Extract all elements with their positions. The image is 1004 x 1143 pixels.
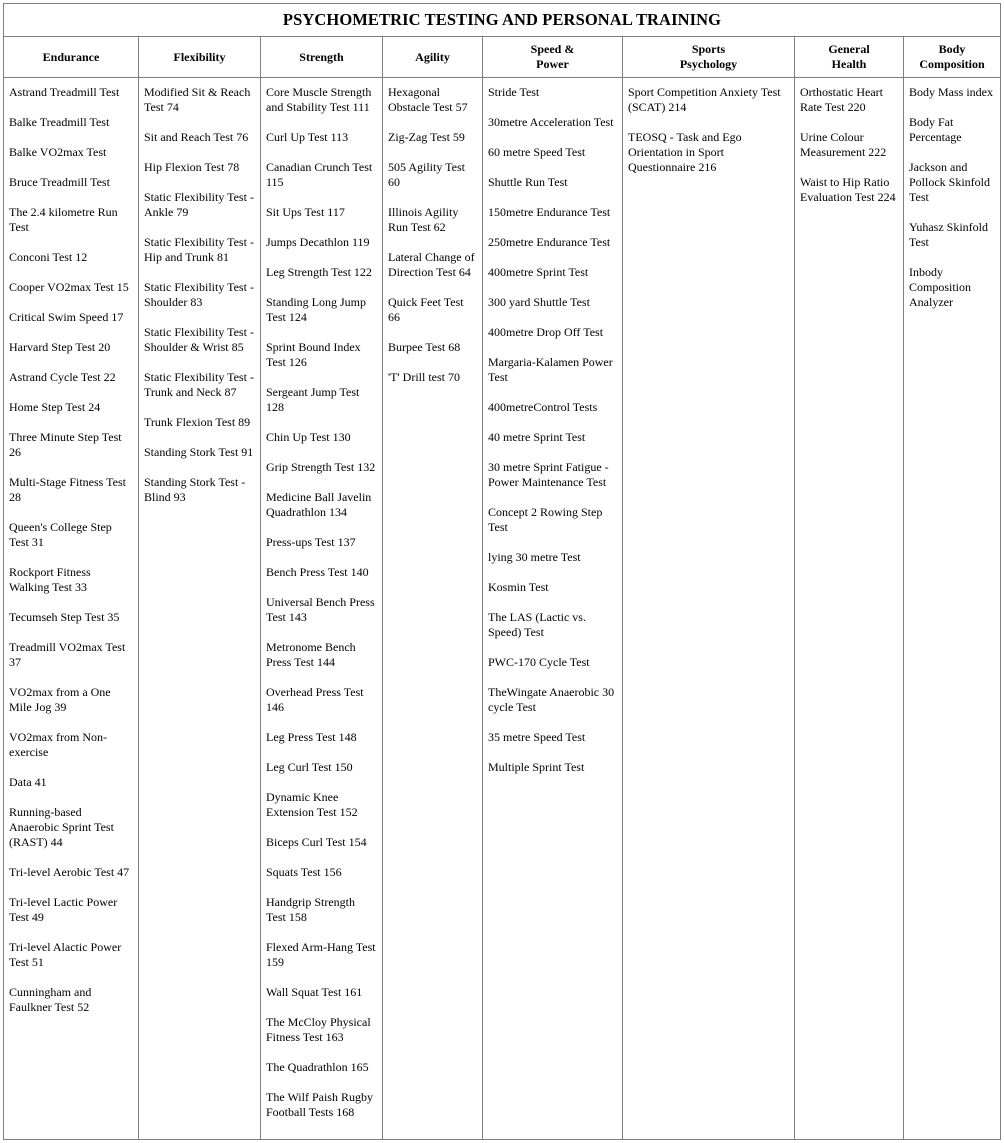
column-heading: Flexibility xyxy=(139,37,260,78)
list-item: Tri-level Alactic Power Test 51 xyxy=(9,940,122,969)
list-item: Sit and Reach Test 76 xyxy=(144,130,249,144)
list-item: Static Flexibility Test - Hip and Trunk 81 xyxy=(144,235,254,264)
list-item: The 2.4 kilometre Run Test xyxy=(9,205,118,234)
list-item: 250metre Endurance Test xyxy=(488,235,611,249)
list-item: Flexed Arm-Hang Test 159 xyxy=(266,940,376,969)
list-item: Standing Stork Test 91 xyxy=(144,445,254,459)
column-general-health xyxy=(795,37,904,1139)
list-item: Home Step Test 24 xyxy=(9,400,101,414)
list-item: Sit Ups Test 117 xyxy=(266,205,345,219)
list-item: Concept 2 Rowing Step Test xyxy=(488,505,603,534)
column-list xyxy=(483,78,622,775)
list-item: Running-based Anaerobic Sprint Test (RAST) 44 xyxy=(9,805,114,849)
list-item: 150metre Endurance Test xyxy=(488,205,611,219)
list-item: Metronome Bench Press Test 144 xyxy=(266,640,356,669)
list-item: The LAS (Lactic vs. Speed) Test xyxy=(488,610,586,639)
list-item: Static Flexibility Test - Trunk and Neck 87 xyxy=(144,370,254,399)
list-item: The Quadrathlon 165 xyxy=(266,1060,369,1074)
column-heading: Sports Psychology xyxy=(623,37,794,78)
list-item: Yuhasz Skinfold Test xyxy=(909,220,988,249)
list-item: The McCloy Physical Fitness Test 163 xyxy=(266,1015,371,1044)
list-item: 30metre Acceleration Test xyxy=(488,115,614,129)
list-item: Treadmill VO2max Test 37 xyxy=(9,640,126,669)
list-item: 400metre Drop Off Test xyxy=(488,325,604,339)
column-speed-power xyxy=(483,37,623,1139)
list-item: Core Muscle Strength and Stability Test 111 xyxy=(266,85,372,114)
list-item: Trunk Flexion Test 89 xyxy=(144,415,251,429)
list-item: Static Flexibility Test - Shoulder 83 xyxy=(144,280,254,309)
list-item: Universal Bench Press Test 143 xyxy=(266,595,375,624)
column-heading: Body Composition xyxy=(904,37,1000,78)
list-item: Body Mass index xyxy=(909,85,993,99)
list-item: Press-ups Test 137 xyxy=(266,535,356,549)
list-item: Zig-Zag Test 59 xyxy=(388,130,465,144)
list-item: 35 metre Speed Test xyxy=(488,730,586,744)
list-item: Illinois Agility Run Test 62 xyxy=(388,205,459,234)
list-item: Canadian Crunch Test 115 xyxy=(266,160,373,189)
list-item: Tecumseh Step Test 35 xyxy=(9,610,120,624)
list-item: Balke VO2max Test xyxy=(9,145,107,159)
list-item: Three Minute Step Test 26 xyxy=(9,430,122,459)
list-item: Body Fat Percentage xyxy=(909,115,962,144)
column-agility xyxy=(383,37,483,1139)
list-item: Harvard Step Test 20 xyxy=(9,340,111,354)
list-item: Overhead Press Test 146 xyxy=(266,685,364,714)
list-item: Astrand Treadmill Test xyxy=(9,85,120,99)
list-item: Biceps Curl Test 154 xyxy=(266,835,367,849)
list-item: Standing Long Jump Test 124 xyxy=(266,295,367,324)
list-item: Rockport Fitness Walking Test 33 xyxy=(9,565,91,594)
column-body-composition xyxy=(904,37,1000,1139)
column-heading: Speed & Power xyxy=(483,37,622,78)
document-table xyxy=(3,3,1001,1140)
column-strength xyxy=(261,37,383,1139)
list-item: Multiple Sprint Test xyxy=(488,760,585,774)
list-item: Handgrip Strength Test 158 xyxy=(266,895,355,924)
column-heading: Endurance xyxy=(4,37,138,78)
list-item: Hexagonal Obstacle Test 57 xyxy=(388,85,468,114)
list-item: Critical Swim Speed 17 xyxy=(9,310,124,324)
list-item: Medicine Ball Javelin Quadrathlon 134 xyxy=(266,490,372,519)
list-item: Stride Test xyxy=(488,85,540,99)
list-item: lying 30 metre Test xyxy=(488,550,581,564)
list-item: 400metre Sprint Test xyxy=(488,265,589,279)
list-item: Static Flexibility Test - Shoulder & Wrist 85 xyxy=(144,325,254,354)
list-item: Wall Squat Test 161 xyxy=(266,985,363,999)
list-item: Leg Strength Test 122 xyxy=(266,265,372,279)
page-title: PSYCHOMETRIC TESTING AND PERSONAL TRAINING xyxy=(4,4,1000,37)
column-sports-psychology xyxy=(623,37,795,1139)
list-item: Cunningham and Faulkner Test 52 xyxy=(9,985,92,1014)
list-item: VO2max from a One Mile Jog 39 xyxy=(9,685,111,714)
column-list xyxy=(795,78,903,205)
list-item: 300 yard Shuttle Test xyxy=(488,295,590,309)
column-heading: Agility xyxy=(383,37,482,78)
list-item: Burpee Test 68 xyxy=(388,340,461,354)
list-item: Cooper VO2max Test 15 xyxy=(9,280,129,294)
list-item: Quick Feet Test 66 xyxy=(388,295,464,324)
column-list xyxy=(904,78,1000,310)
list-item: Tri-level Aerobic Test 47 xyxy=(9,865,130,879)
list-item: Sprint Bound Index Test 126 xyxy=(266,340,361,369)
list-item: Grip Strength Test 132 xyxy=(266,460,376,474)
list-item: Modified Sit & Reach Test 74 xyxy=(144,85,251,114)
list-item: Bench Press Test 140 xyxy=(266,565,369,579)
list-item: Bruce Treadmill Test xyxy=(9,175,110,189)
list-item: Standing Stork Test - Blind 93 xyxy=(144,475,246,504)
list-item: Squats Test 156 xyxy=(266,865,342,879)
column-flexibility xyxy=(139,37,261,1139)
list-item: Jumps Decathlon 119 xyxy=(266,235,370,249)
list-item: Astrand Cycle Test 22 xyxy=(9,370,116,384)
list-item: Conconi Test 12 xyxy=(9,250,88,264)
column-list xyxy=(623,78,794,175)
list-item: Hip Flexion Test 78 xyxy=(144,160,240,174)
list-item: Multi-Stage Fitness Test 28 xyxy=(9,475,126,504)
column-list xyxy=(139,78,260,505)
list-item: Margaria-Kalamen Power Test xyxy=(488,355,613,384)
list-item: Dynamic Knee Extension Test 152 xyxy=(266,790,358,819)
list-item: Lateral Change of Direction Test 64 xyxy=(388,250,475,279)
list-item: 30 metre Sprint Fatigue - Power Maintenance Test xyxy=(488,460,609,489)
column-list xyxy=(4,78,138,1015)
list-item: Sergeant Jump Test 128 xyxy=(266,385,360,414)
list-item: Balke Treadmill Test xyxy=(9,115,110,129)
list-item: VO2max from Non-exercise xyxy=(9,730,107,759)
list-item: 505 Agility Test 60 xyxy=(388,160,465,189)
column-list xyxy=(383,78,482,385)
column-heading: General Health xyxy=(795,37,903,78)
list-item: Orthostatic Heart Rate Test 220 xyxy=(800,85,883,114)
list-item: Urine Colour Measurement 222 xyxy=(800,130,887,159)
list-item: TEOSQ - Task and Ego Orientation in Sport Questionnaire 216 xyxy=(628,130,742,174)
list-item: PWC-170 Cycle Test xyxy=(488,655,590,669)
list-item: Jackson and Pollock Skinfold Test xyxy=(909,160,991,204)
list-item: Chin Up Test 130 xyxy=(266,430,351,444)
list-item: Sport Competition Anxiety Test (SCAT) 214 xyxy=(628,85,781,114)
column-heading: Strength xyxy=(261,37,382,78)
list-item: TheWingate Anaerobic 30 cycle Test xyxy=(488,685,615,714)
list-item: Tri-level Lactic Power Test 49 xyxy=(9,895,118,924)
list-item: 'T' Drill test 70 xyxy=(388,370,460,384)
list-item: Shuttle Run Test xyxy=(488,175,568,189)
list-item: 400metreControl Tests xyxy=(488,400,598,414)
list-item: Data 41 xyxy=(9,775,47,789)
list-item: Leg Press Test 148 xyxy=(266,730,357,744)
list-item: Kosmin Test xyxy=(488,580,549,594)
list-item: Queen's College Step Test 31 xyxy=(9,520,112,549)
column-list xyxy=(261,78,382,1120)
list-item: Inbody Composition Analyzer xyxy=(909,265,972,309)
list-item: Curl Up Test 113 xyxy=(266,130,349,144)
column-endurance xyxy=(4,37,139,1139)
list-item: Leg Curl Test 150 xyxy=(266,760,353,774)
list-item: Waist to Hip Ratio Evaluation Test 224 xyxy=(800,175,896,204)
list-item: 40 metre Sprint Test xyxy=(488,430,586,444)
list-item: The Wilf Paish Rugby Football Tests 168 xyxy=(266,1090,373,1119)
list-item: 60 metre Speed Test xyxy=(488,145,586,159)
list-item: Static Flexibility Test - Ankle 79 xyxy=(144,190,254,219)
